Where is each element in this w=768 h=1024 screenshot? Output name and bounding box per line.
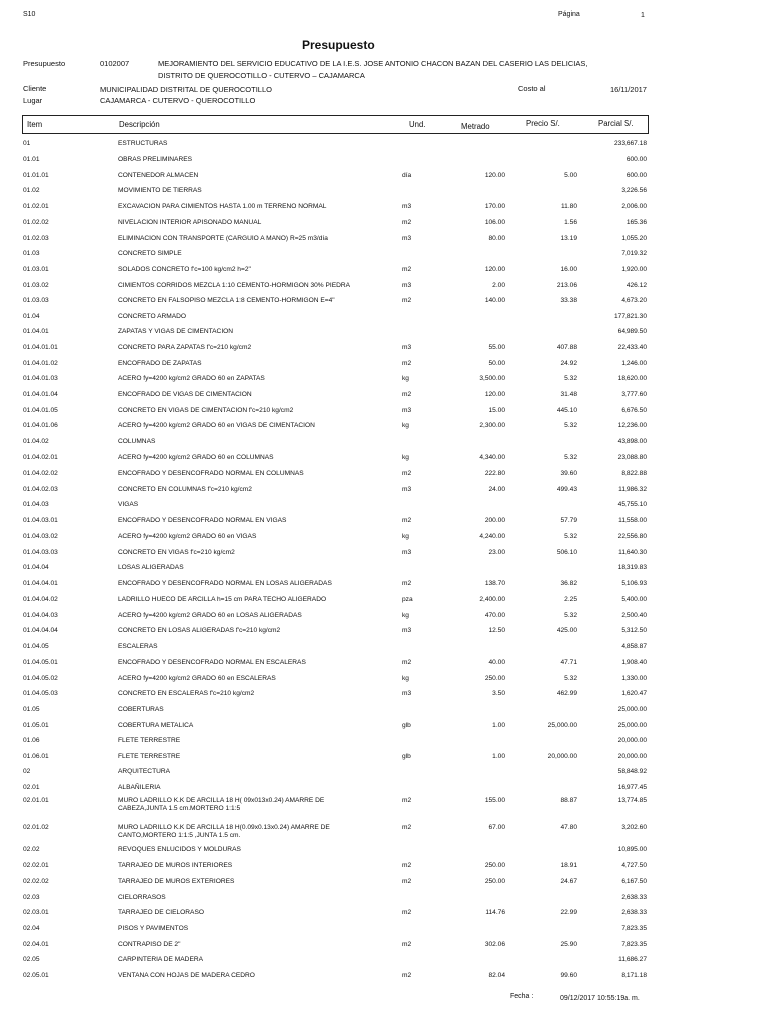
cell-item: 02.03 <box>23 894 40 901</box>
cell-desc: EXCAVACION PARA CIMIENTOS HASTA 1.00 m TERRENO NORMAL <box>118 203 327 210</box>
cell-pre: 11.80 <box>560 203 577 210</box>
cell-par: 6,676.50 <box>621 407 647 414</box>
costo-date: 16/11/2017 <box>610 85 647 94</box>
cell-und: m2 <box>402 909 412 916</box>
cell-met: 3,500.00 <box>479 375 505 382</box>
cell-desc: CONCRETO EN ESCALERAS f'c=210 kg/cm2 <box>118 690 255 697</box>
cell-pre: 5.32 <box>564 612 577 619</box>
cell-item: 01.04.05.03 <box>23 690 58 697</box>
cell-pre: 499.43 <box>556 486 577 493</box>
cell-met: 250.00 <box>484 878 505 885</box>
cell-und: kg <box>402 375 409 382</box>
cell-pre: 33.38 <box>560 297 577 304</box>
cell-item: 02.02.02 <box>23 878 49 885</box>
col-und: Und. <box>409 120 426 129</box>
cell-met: 1.00 <box>492 753 505 760</box>
cell-pre: 20,000.00 <box>547 753 577 760</box>
cell-und: m2 <box>402 297 412 304</box>
cell-par: 8,171.18 <box>621 972 647 979</box>
cell-und: m3 <box>402 486 412 493</box>
cell-desc: ENCOFRADO DE VIGAS DE CIMENTACION <box>118 391 252 398</box>
cell-desc: TARRAJEO DE MUROS EXTERIORES <box>118 878 235 885</box>
cell-par: 165.36 <box>626 219 647 226</box>
cell-item: 02.02 <box>23 846 40 853</box>
cell-desc: ALBAÑILERIA <box>118 784 161 791</box>
cell-item: 02.01 <box>23 784 40 791</box>
cell-und: m2 <box>402 972 412 979</box>
cell-pre: 1.56 <box>564 219 577 226</box>
cell-desc: ESCALERAS <box>118 643 158 650</box>
cell-par: 1,620.47 <box>621 690 647 697</box>
cell-desc: COBERTURA METALICA <box>118 722 194 729</box>
cell-desc: CONCRETO SIMPLE <box>118 250 182 257</box>
cell-item: 01 <box>23 140 31 147</box>
cell-und: kg <box>402 454 409 461</box>
cell-und: kg <box>402 675 409 682</box>
cell-pre: 425.00 <box>556 627 577 634</box>
cell-und: m2 <box>402 862 412 869</box>
cell-par: 1,920.00 <box>621 266 647 273</box>
cell-met: 222.80 <box>484 470 505 477</box>
cell-desc: CONCRETO EN COLUMNAS f'c=210 kg/cm2 <box>118 486 252 493</box>
cell-par: 23,088.80 <box>617 454 647 461</box>
cell-item: 02.05 <box>23 956 40 963</box>
cell-met: 67.00 <box>488 824 505 831</box>
cell-item: 01.04.04.01 <box>23 580 58 587</box>
cell-pre: 24.92 <box>560 360 577 367</box>
cell-desc: ENCOFRADO DE ZAPATAS <box>118 360 202 367</box>
cell-pre: 5.32 <box>564 454 577 461</box>
cell-item: 01.04.03 <box>23 501 49 508</box>
cell-met: 80.00 <box>488 235 505 242</box>
cell-item: 01.04.01.04 <box>23 391 58 398</box>
cell-und: m2 <box>402 878 412 885</box>
cell-par: 16,977.45 <box>617 784 647 791</box>
cell-pre: 47.80 <box>560 824 577 831</box>
cell-met: 2,400.00 <box>479 596 505 603</box>
col-descripcion: Descripción <box>119 120 160 129</box>
cell-und: m3 <box>402 203 412 210</box>
cell-par: 13,774.85 <box>617 797 647 804</box>
cell-met: 250.00 <box>484 862 505 869</box>
cell-met: 302.06 <box>484 941 505 948</box>
cell-item: 01.03.03 <box>23 297 49 304</box>
cell-par: 5,400.00 <box>621 596 647 603</box>
cell-pre: 2.25 <box>564 596 577 603</box>
cell-desc: CONCRETO PARA ZAPATAS f'c=210 kg/cm2 <box>118 344 252 351</box>
cell-met: 470.00 <box>484 612 505 619</box>
cell-item: 01.04.03.02 <box>23 533 58 540</box>
col-item: Item <box>27 120 43 129</box>
cell-item: 02.01.01 <box>23 797 49 804</box>
cell-desc: LOSAS ALIGERADAS <box>118 564 184 571</box>
cell-item: 01.01 <box>23 156 40 163</box>
cell-desc: ACERO fy=4200 kg/cm2 GRADO 60 en VIGAS <box>118 533 257 540</box>
cell-item: 01.02.02 <box>23 219 49 226</box>
cell-pre: 5.32 <box>564 675 577 682</box>
cell-und: glb <box>402 753 411 760</box>
cell-desc: COBERTURAS <box>118 706 164 713</box>
cell-par: 1,055.20 <box>621 235 647 242</box>
cell-met: 50.00 <box>488 360 505 367</box>
cell-desc: ENCOFRADO Y DESENCOFRADO NORMAL EN ESCALERAS <box>118 659 306 666</box>
cell-par: 22,433.40 <box>617 344 647 351</box>
cell-par: 2,500.40 <box>621 612 647 619</box>
cell-desc: ENCOFRADO Y DESENCOFRADO NORMAL EN VIGAS <box>118 517 287 524</box>
cell-met: 40.00 <box>488 659 505 666</box>
cell-und: m3 <box>402 690 412 697</box>
presupuesto-label: Presupuesto <box>23 59 66 68</box>
cell-par: 4,858.87 <box>621 643 647 650</box>
cell-desc: ZAPATAS Y VIGAS DE CIMENTACION <box>118 328 234 335</box>
cell-met: 12.50 <box>488 627 505 634</box>
cell-item: 01.04.04 <box>23 564 49 571</box>
cell-item: 01.02.03 <box>23 235 49 242</box>
cell-und: m3 <box>402 549 412 556</box>
cell-item: 01.05 <box>23 706 40 713</box>
cell-item: 02.04 <box>23 925 40 932</box>
cell-met: 106.00 <box>484 219 505 226</box>
cell-desc: CONTRAPISO DE 2" <box>118 941 181 948</box>
cell-par: 58,848.92 <box>617 768 647 775</box>
cell-item: 01.06.01 <box>23 753 49 760</box>
cell-und: m2 <box>402 659 412 666</box>
cell-met: 140.00 <box>484 297 505 304</box>
cell-item: 01.06 <box>23 737 40 744</box>
cliente-label: Cliente <box>23 84 47 93</box>
cell-par: 18,319.83 <box>617 564 647 571</box>
cell-pre: 462.99 <box>556 690 577 697</box>
cell-desc: ACERO fy=4200 kg/cm2 GRADO 60 en LOSAS ALIGERADAS <box>118 612 302 619</box>
cell-item: 01.04.05 <box>23 643 49 650</box>
cell-par: 1,908.40 <box>621 659 647 666</box>
cell-desc: CONCRETO EN FALSOPISO MEZCLA 1:8 CEMENTO-HORMIGON E=4" <box>118 297 335 304</box>
cell-desc: VIGAS <box>118 501 139 508</box>
cell-item: 01.03.02 <box>23 282 49 289</box>
cell-desc: CONCRETO EN VIGAS DE CIMENTACION f'c=210 kg/cm2 <box>118 407 294 414</box>
cell-item: 01.04.01.06 <box>23 422 58 429</box>
cell-met: 114.76 <box>485 909 505 916</box>
cell-pre: 16.00 <box>560 266 577 273</box>
cell-item: 01.05.01 <box>23 722 49 729</box>
cell-met: 23.00 <box>488 549 505 556</box>
cell-desc: CIMIENTOS CORRIDOS MEZCLA 1:10 CEMENTO-HORMIGON 30% PIEDRA <box>118 282 351 289</box>
cell-desc: ENCOFRADO Y DESENCOFRADO NORMAL EN LOSAS ALIGERADAS <box>118 580 332 587</box>
cell-desc: NIVELACION INTERIOR APISONADO MANUAL <box>118 219 262 226</box>
cell-met: 2,300.00 <box>479 422 505 429</box>
cell-desc: LADRILLO HUECO DE ARCILLA h=15 cm PARA TECHO ALIGERADO <box>118 596 327 603</box>
cell-par: 177,821.30 <box>613 313 647 320</box>
cell-par: 2,638.33 <box>621 894 647 901</box>
cell-desc: MOVIMIENTO DE TIERRAS <box>118 187 202 194</box>
cell-met: 55.00 <box>488 344 505 351</box>
cell-par: 25,000.00 <box>617 706 647 713</box>
cell-item: 01.04.05.01 <box>23 659 58 666</box>
cell-par: 3,777.60 <box>621 391 647 398</box>
cell-item: 02.04.01 <box>23 941 49 948</box>
cell-pre: 25,000.00 <box>547 722 577 729</box>
cell-desc: ESTRUCTURAS <box>118 140 168 147</box>
cell-item: 01.04.02.02 <box>23 470 58 477</box>
cell-par: 11,986.32 <box>618 486 647 493</box>
cell-item: 01.04.02.03 <box>23 486 58 493</box>
cell-pre: 5.32 <box>564 375 577 382</box>
cell-pre: 88.87 <box>560 797 577 804</box>
cell-item: 01.04.03.03 <box>23 549 58 556</box>
cell-pre: 5.32 <box>564 422 577 429</box>
cell-par: 6,167.50 <box>621 878 647 885</box>
cell-desc: PISOS Y PAVIMENTOS <box>118 925 189 932</box>
cell-par: 43,898.00 <box>617 438 647 445</box>
cell-par: 8,822.88 <box>621 470 647 477</box>
cell-pre: 13.19 <box>560 235 577 242</box>
cell-und: m3 <box>402 407 412 414</box>
presupuesto-code: 0102007 <box>100 59 130 68</box>
cell-item: 02 <box>23 768 31 775</box>
presupuesto-desc-line2: DISTRITO DE QUEROCOTILLO - CUTERVO – CAJAMARCA <box>158 71 365 80</box>
cell-und: m2 <box>402 391 412 398</box>
cell-desc: ACERO fy=4200 kg/cm2 GRADO 60 en COLUMNAS <box>118 454 274 461</box>
cell-par: 20,000.00 <box>617 737 647 744</box>
fecha-label: Fecha : <box>510 993 534 1000</box>
lugar-label: Lugar <box>23 96 43 105</box>
cell-desc: ACERO fy=4200 kg/cm2 GRADO 60 en VIGAS DE CIMENTACION <box>118 422 315 429</box>
cell-item: 01.04.04.02 <box>23 596 58 603</box>
cell-desc: ENCOFRADO Y DESENCOFRADO NORMAL EN COLUMNAS <box>118 470 304 477</box>
cell-pre: 407.88 <box>556 344 577 351</box>
cell-pre: 5.00 <box>564 172 577 179</box>
cell-par: 600.00 <box>626 172 647 179</box>
cell-par: 2,006.00 <box>621 203 647 210</box>
cell-item: 01.01.01 <box>23 172 49 179</box>
cell-par: 22,556.80 <box>617 533 647 540</box>
cell-desc: CONTENEDOR ALMACEN <box>118 172 199 179</box>
cell-und: m3 <box>402 627 412 634</box>
cell-und: m2 <box>402 360 412 367</box>
cell-par: 7,823.35 <box>621 941 647 948</box>
cell-desc: CARPINTERIA DE MADERA <box>118 956 204 963</box>
cell-und: m2 <box>402 470 412 477</box>
cell-met: 155.00 <box>484 797 505 804</box>
cell-met: 170.00 <box>484 203 505 210</box>
cell-met: 120.00 <box>484 266 505 273</box>
cell-met: 200.00 <box>484 517 505 524</box>
cell-par: 10,895.00 <box>617 846 647 853</box>
cell-pre: 22.99 <box>560 909 577 916</box>
cell-pre: 445.10 <box>556 407 577 414</box>
cell-item: 01.04.03.01 <box>23 517 58 524</box>
col-metrado: Metrado <box>461 122 490 131</box>
cell-par: 5,106.93 <box>621 580 647 587</box>
cell-desc: FLETE TERRESTRE <box>118 737 181 744</box>
cell-item: 01.04 <box>23 313 40 320</box>
cliente-value: MUNICIPALIDAD DISTRITAL DE QUEROCOTILLO <box>100 85 272 94</box>
cell-par: 64,989.50 <box>617 328 647 335</box>
cell-pre: 18.91 <box>560 862 577 869</box>
cell-und: m3 <box>402 282 412 289</box>
cell-pre: 24.67 <box>560 878 577 885</box>
page-title: Presupuesto <box>302 38 375 52</box>
cell-desc: CONCRETO EN VIGAS f'c=210 kg/cm2 <box>118 549 235 556</box>
page-number: 1 <box>641 12 645 19</box>
cell-desc: VENTANA CON HOJAS DE MADERA CEDRO <box>118 972 255 979</box>
cell-par: 7,823.35 <box>621 925 647 932</box>
cell-und: día <box>402 172 412 179</box>
cell-item: 01.04.04.03 <box>23 612 58 619</box>
cell-und: m2 <box>402 219 412 226</box>
cell-und: m2 <box>402 824 412 831</box>
cell-met: 120.00 <box>484 391 505 398</box>
cell-par: 4,727.50 <box>621 862 647 869</box>
cell-met: 250.00 <box>484 675 505 682</box>
cell-par: 426.12 <box>626 282 647 289</box>
page-label: Página <box>558 11 580 18</box>
cell-desc: TARRAJEO DE CIELORASO <box>118 909 204 916</box>
cell-und: kg <box>402 533 409 540</box>
cell-item: 01.04.01.05 <box>23 407 58 414</box>
cell-met: 3.50 <box>492 690 505 697</box>
cell-met: 1.00 <box>492 722 505 729</box>
cell-par: 12,236.00 <box>617 422 647 429</box>
cell-item: 01.02.01 <box>23 203 49 210</box>
cell-und: m2 <box>402 941 412 948</box>
cell-item: 02.01.02 <box>23 824 49 831</box>
cell-desc: MURO LADRILLO K.K DE ARCILLA 18 H( 09x013x0.24) AMARRE DE CABEZA,JUNTA 1.5 cm.MORTERO 1:1:5 <box>118 797 325 812</box>
cell-par: 3,202.60 <box>621 824 647 831</box>
col-parcial: Parcial S/. <box>598 119 634 128</box>
cell-und: glb <box>402 722 411 729</box>
cell-und: m3 <box>402 235 412 242</box>
cell-par: 7,019.32 <box>621 250 647 257</box>
cell-par: 3,226.56 <box>621 187 647 194</box>
cell-met: 82.04 <box>488 972 505 979</box>
cell-item: 01.04.01.03 <box>23 375 58 382</box>
cell-par: 45,755.10 <box>617 501 647 508</box>
cell-pre: 5.32 <box>564 533 577 540</box>
lugar-value: CAJAMARCA - CUTERVO - QUEROCOTILLO <box>100 96 256 105</box>
cell-par: 5,312.50 <box>621 627 647 634</box>
cell-desc: CONCRETO ARMADO <box>118 313 187 320</box>
cell-pre: 99.60 <box>560 972 577 979</box>
cell-par: 1,246.00 <box>621 360 647 367</box>
cell-und: m2 <box>402 580 412 587</box>
cell-desc: COLUMNAS <box>118 438 156 445</box>
cell-pre: 31.48 <box>560 391 577 398</box>
cell-met: 15.00 <box>488 407 505 414</box>
cell-par: 4,673.20 <box>621 297 647 304</box>
cell-met: 120.00 <box>484 172 505 179</box>
cell-desc: ACERO fy=4200 kg/cm2 GRADO 60 en ESCALERAS <box>118 675 276 682</box>
cell-und: kg <box>402 422 409 429</box>
cell-desc: ELIMINACION CON TRANSPORTE (CARGUIO A MANO) R=25 m3/día <box>118 235 328 242</box>
cell-par: 25,000.00 <box>617 722 647 729</box>
cell-desc: CIELORRASOS <box>118 894 166 901</box>
cell-desc: TARRAJEO DE MUROS INTERIORES <box>118 862 233 869</box>
cell-par: 11,558.00 <box>618 517 647 524</box>
cell-pre: 36.82 <box>560 580 577 587</box>
cell-item: 01.03.01 <box>23 266 49 273</box>
cell-item: 01.04.02.01 <box>23 454 58 461</box>
cell-item: 01.04.01 <box>23 328 49 335</box>
cell-desc: MURO LADRILLO K.K DE ARCILLA 18 H(0.09x0.13x0.24) AMARRE DE CANTO,MORTERO 1:1:5 ,JUNTA 1.5 cm. <box>118 824 330 839</box>
cell-par: 18,620.00 <box>617 375 647 382</box>
cell-item: 01.04.05.02 <box>23 675 58 682</box>
presupuesto-desc-line1: MEJORAMIENTO DEL SERVICIO EDUCATIVO DE LA I.E.S. JOSE ANTONIO CHACON BAZAN DEL CASERIO LAS DELICIAS, <box>158 59 588 68</box>
cell-pre: 213.06 <box>556 282 577 289</box>
cell-und: kg <box>402 612 409 619</box>
cell-und: m2 <box>402 797 412 804</box>
cell-pre: 47.71 <box>560 659 577 666</box>
cell-met: 4,340.00 <box>479 454 505 461</box>
cell-desc: FLETE TERRESTRE <box>118 753 181 760</box>
cell-met: 138.70 <box>484 580 505 587</box>
cell-item: 02.02.01 <box>23 862 49 869</box>
cell-item: 01.03 <box>23 250 40 257</box>
cell-und: m2 <box>402 266 412 273</box>
cell-par: 11,686.27 <box>618 956 647 963</box>
cell-item: 01.02 <box>23 187 40 194</box>
cell-par: 600.00 <box>626 156 647 163</box>
cell-par: 2,638.33 <box>621 909 647 916</box>
cell-par: 11,640.30 <box>618 549 647 556</box>
cell-par: 233,667.18 <box>613 140 647 147</box>
cell-item: 02.03.01 <box>23 909 49 916</box>
cell-par: 1,330.00 <box>621 675 647 682</box>
cell-pre: 506.10 <box>556 549 577 556</box>
cell-item: 02.05.01 <box>23 972 49 979</box>
costo-label: Costo al <box>518 84 546 93</box>
cell-item: 01.04.02 <box>23 438 49 445</box>
cell-pre: 39.60 <box>560 470 577 477</box>
cell-und: m2 <box>402 517 412 524</box>
cell-item: 01.04.01.02 <box>23 360 58 367</box>
cell-desc: ARQUITECTURA <box>118 768 171 775</box>
fecha-value: 09/12/2017 10:55:19a. m. <box>560 995 640 1002</box>
col-precio: Precio S/. <box>526 119 560 128</box>
cell-und: m3 <box>402 344 412 351</box>
cell-desc: REVOQUES ENLUCIDOS Y MOLDURAS <box>118 846 241 853</box>
cell-item: 01.04.04.04 <box>23 627 58 634</box>
cell-desc: SOLADOS CONCRETO f'c=100 kg/cm2 h=2" <box>118 266 251 273</box>
cell-desc: CONCRETO EN LOSAS ALIGERADAS f'c=210 kg/cm2 <box>118 627 281 634</box>
cell-pre: 25.90 <box>560 941 577 948</box>
cell-met: 24.00 <box>488 486 505 493</box>
cell-met: 2.00 <box>492 282 505 289</box>
cell-met: 4,240.00 <box>479 533 505 540</box>
cell-und: pza <box>402 596 413 603</box>
cell-desc: ACERO fy=4200 kg/cm2 GRADO 60 en ZAPATAS <box>118 375 265 382</box>
s10-label: S10 <box>23 11 36 18</box>
cell-item: 01.04.01.01 <box>23 344 58 351</box>
cell-desc: OBRAS PRELIMINARES <box>118 156 193 163</box>
cell-pre: 57.79 <box>560 517 577 524</box>
cell-par: 20,000.00 <box>617 753 647 760</box>
